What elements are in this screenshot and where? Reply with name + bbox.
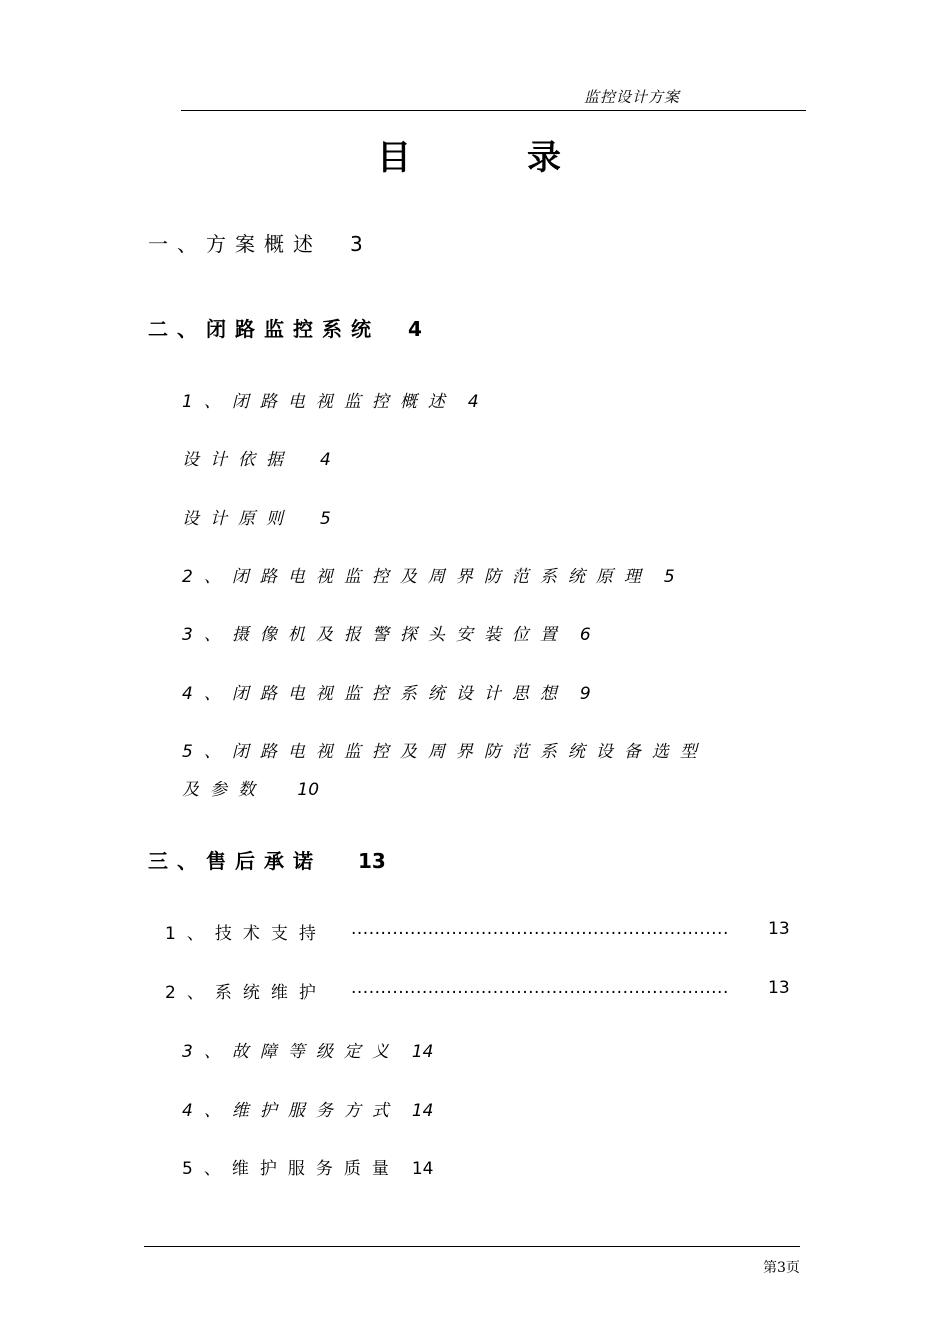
- toc-entry-tech-support[interactable]: [165, 919, 790, 944]
- toc-entry-page: 5: [320, 509, 331, 529]
- toc-entry-page: 9: [579, 684, 591, 704]
- toc-entry-cctv-system[interactable]: [148, 313, 422, 342]
- toc-entry-service-modes[interactable]: [182, 1096, 433, 1121]
- toc-entry-label: 二、闭路监控系统: [148, 317, 380, 341]
- toc-entry-label: 2、闭路电视监控及周界防范系统原理: [182, 567, 652, 587]
- toc-entry-camera-placement[interactable]: [182, 620, 591, 645]
- toc-entry-label: 1、技术支持: [165, 924, 327, 944]
- toc-entry-system-maintenance[interactable]: [165, 978, 790, 1003]
- page-number: 第3页: [763, 1260, 800, 1276]
- toc-entry-equipment-selection-cont[interactable]: [182, 775, 319, 800]
- toc-entry-label: 1、闭路电视监控概述: [182, 392, 456, 412]
- toc-entry-system-principle[interactable]: [182, 562, 675, 587]
- toc-entry-label: 5、维护服务质量: [182, 1159, 400, 1179]
- toc-entry-label: 设计原则: [182, 509, 294, 529]
- toc-entry-design-idea[interactable]: [182, 679, 591, 704]
- toc-entry-label: 一、方案概述: [148, 232, 322, 256]
- toc-entry-page: 14: [411, 1042, 434, 1062]
- toc-entry-page: 3: [350, 232, 363, 256]
- toc-entry-label: 4、闭路电视监控系统设计思想: [182, 684, 568, 704]
- toc-entry-label: 4、维护服务方式: [182, 1101, 400, 1121]
- toc-entry-page: 4: [408, 317, 422, 341]
- toc-entry-page: 13: [358, 849, 386, 873]
- toc-entry-page: 4: [320, 450, 331, 470]
- toc-entry-page: 5: [663, 567, 675, 587]
- toc-entry-label-cont: 及参数: [182, 780, 266, 800]
- toc-entry-service-quality[interactable]: [182, 1154, 433, 1179]
- toc-entry-page: 6: [579, 625, 591, 645]
- toc-entry-page: 13: [768, 978, 790, 998]
- toc-entry-label: 设计依据: [182, 450, 294, 470]
- toc-title-char-1: 目: [377, 138, 411, 178]
- toc-entry-equipment-selection[interactable]: [182, 737, 708, 762]
- toc-entry-page: 4: [467, 392, 479, 412]
- toc-title-char-2: 录: [527, 138, 561, 178]
- toc-leader-dots: ................................................................: [351, 919, 729, 939]
- toc-entry-label: 2、系统维护: [165, 983, 327, 1003]
- toc-entry-label: 5、闭路电视监控及周界防范系统设备选型: [182, 742, 708, 762]
- toc-entry-design-principles[interactable]: [182, 504, 331, 529]
- toc-entry-after-sales[interactable]: [148, 845, 386, 874]
- footer-rule: [144, 1246, 800, 1247]
- header-rule: [181, 110, 806, 111]
- toc-entry-page: 13: [768, 919, 790, 939]
- toc-entry-fault-levels[interactable]: [182, 1037, 433, 1062]
- toc-entry-design-basis[interactable]: [182, 445, 331, 470]
- toc-entry-page: 14: [411, 1101, 434, 1121]
- toc-entry-label: 三、售后承诺: [148, 849, 322, 873]
- toc-entry-overview[interactable]: [148, 228, 363, 257]
- toc-entry-label: 3、故障等级定义: [182, 1042, 400, 1062]
- toc-entry-page: 14: [411, 1159, 434, 1179]
- toc-leader-dots: ................................................................: [351, 978, 729, 998]
- toc-entry-page: 10: [297, 780, 320, 800]
- toc-entry-cctv-overview[interactable]: [182, 387, 479, 412]
- running-header: 监控设计方案: [584, 88, 681, 106]
- toc-entry-label: 3、摄像机及报警探头安装位置: [182, 625, 568, 645]
